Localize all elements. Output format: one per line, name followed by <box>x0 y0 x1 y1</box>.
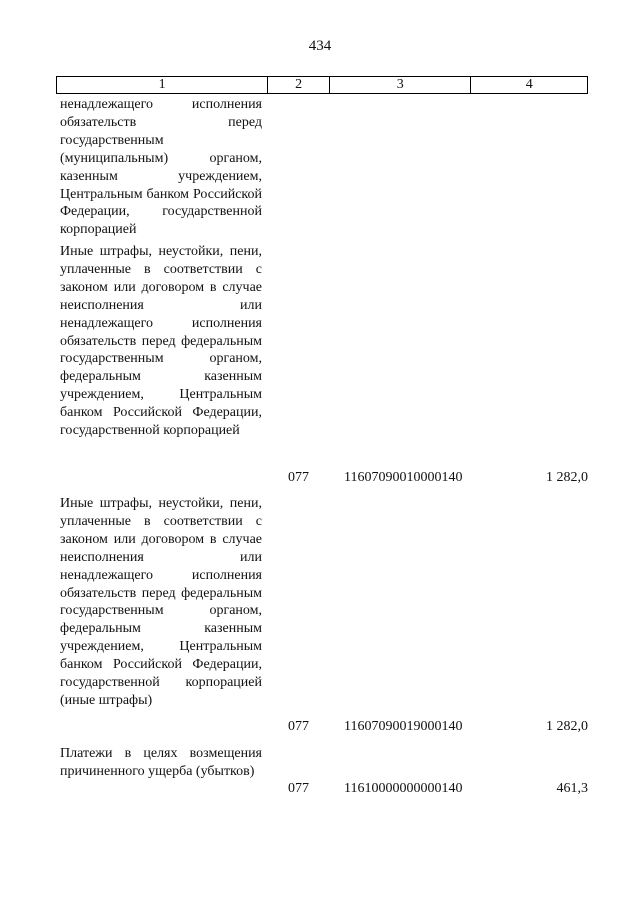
row-code: 077 <box>288 781 309 796</box>
header-col-3: 3 <box>330 77 471 93</box>
header-col-1: 1 <box>57 77 268 93</box>
row-code: 077 <box>288 470 309 485</box>
row-code: 077 <box>288 719 309 734</box>
table-header <box>56 76 588 94</box>
header-col-4: 4 <box>525 77 533 92</box>
row-kbk: 11610000000000140 <box>344 781 463 796</box>
row-kbk: 11607090010000140 <box>344 470 463 485</box>
row-description: Платежи в целях возмещения причиненного ущерба (убытков) <box>60 746 262 779</box>
row-description: Иные штрафы, неустойки, пени, уплаченные в соответствии с законом или договором в случае неисполнения или ненадлежащего исполнения обязательств перед федеральным государственным органом, федеральным казенным учреждением, Центральным банком Российской Федерации, государственной корпорацией (иные штрафы) <box>60 496 262 708</box>
row-amount: 461,3 <box>556 781 588 796</box>
row-description: ненадлежащего исполнения обязательств перед государственным (муниципальным) органом, казенным учреждением, Центральным банком Российской Федерации, государственной корпорацией <box>60 97 262 238</box>
row-description: Иные штрафы, неустойки, пени, уплаченные в соответствии с законом или договором в случае неисполнения или ненадлежащего исполнения обязательств перед федеральным государственным органом, федеральным казенным учреждением, Центральным банком Российской Федерации, государственной корпорацией <box>60 244 262 439</box>
row-kbk: 11607090019000140 <box>344 719 463 734</box>
page-number: 434 <box>308 38 332 54</box>
row-amount: 1 282,0 <box>546 719 588 734</box>
row-amount: 1 282,0 <box>546 470 588 485</box>
header-col-2: 2 <box>268 77 330 93</box>
